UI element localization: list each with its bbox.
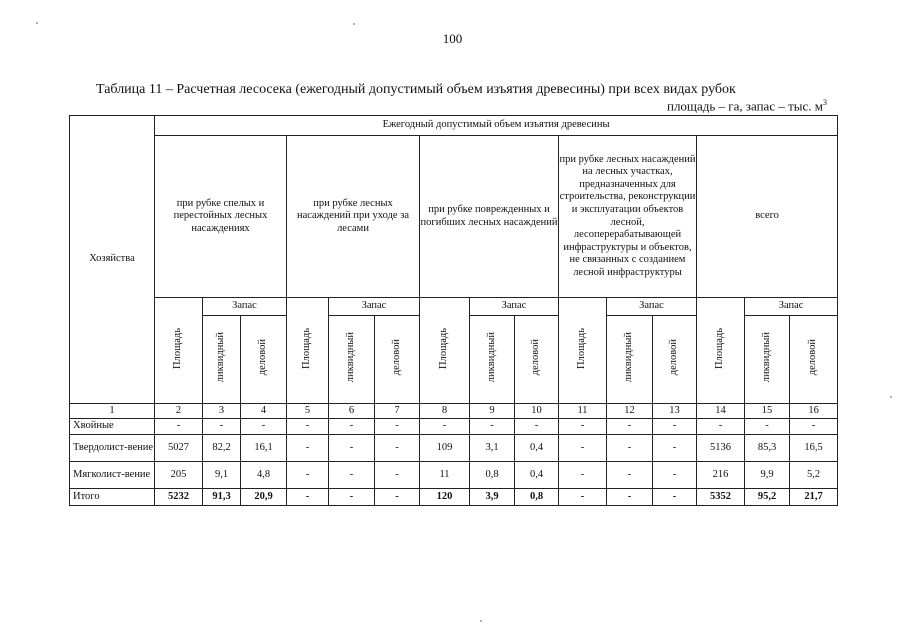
business-label: деловой [390, 339, 402, 376]
stock-header-cell: Запас [470, 298, 559, 316]
value-cell: - [559, 462, 607, 489]
table-body [70, 419, 838, 506]
value-cell: - [515, 419, 559, 435]
area-label: Площадь [438, 327, 450, 369]
column-number: 15 [745, 404, 790, 419]
value-cell: - [329, 489, 375, 506]
farm-header-cell: Хозяйства [70, 116, 155, 404]
business-header-cell [653, 316, 697, 404]
area-header-cell [559, 298, 607, 404]
business-header-cell [375, 316, 420, 404]
column-number: 6 [329, 404, 375, 419]
units-text: площадь – га, запас – тыс. м [666, 98, 823, 114]
liquid-header-cell [607, 316, 653, 404]
business-header-cell [241, 316, 287, 404]
value-cell: 120 [420, 489, 470, 506]
allowable-cut-table [69, 115, 838, 506]
area-header-cell [287, 298, 329, 404]
row-name-cell: Мягколист-вение [70, 462, 155, 489]
column-number: 14 [697, 404, 745, 419]
column-number: 3 [203, 404, 241, 419]
value-cell: - [607, 435, 653, 462]
value-cell: 5027 [155, 435, 203, 462]
row-name-cell: Хвойные [70, 419, 155, 435]
value-cell: 11 [420, 462, 470, 489]
value-cell: 9,9 [745, 462, 790, 489]
value-cell: - [697, 419, 745, 435]
category-header-construction: при рубке лесных насаждений на лесных участках, предназначенных для строительства, реконструкции и эксплуатации объектов лесной, лесоперерабатывающей инфраструктуры и объектов, не связанных с созданием лесной инфраструктуры [559, 136, 697, 298]
value-cell: 21,7 [790, 489, 838, 506]
value-cell: - [607, 419, 653, 435]
value-cell: 4,8 [241, 462, 287, 489]
value-cell: 5136 [697, 435, 745, 462]
business-header-cell [515, 316, 559, 404]
value-cell: - [287, 462, 329, 489]
value-cell: 16,5 [790, 435, 838, 462]
value-cell: - [375, 489, 420, 506]
column-number: 5 [287, 404, 329, 419]
table-caption: Таблица 11 – Расчетная лесосека (ежегодный допустимый объем изъятия древесины) при всех видах рубок [96, 82, 736, 97]
row-name-cell: Твердолист-вение [70, 435, 155, 462]
scan-speck [480, 620, 482, 622]
value-cell: 9,1 [203, 462, 241, 489]
value-cell: - [559, 419, 607, 435]
value-cell: - [203, 419, 241, 435]
column-number: 12 [607, 404, 653, 419]
table-row [70, 462, 838, 489]
column-number: 1 [70, 404, 155, 419]
value-cell: 0,4 [515, 435, 559, 462]
column-number: 11 [559, 404, 607, 419]
value-cell: - [653, 435, 697, 462]
value-cell: 5352 [697, 489, 745, 506]
value-cell: 0,8 [515, 489, 559, 506]
table-row [70, 489, 838, 506]
scan-speck [36, 22, 38, 24]
value-cell: - [470, 419, 515, 435]
value-cell: 95,2 [745, 489, 790, 506]
value-cell: - [375, 435, 420, 462]
area-label: Площадь [172, 327, 184, 369]
row-name-cell: Итого [70, 489, 155, 506]
liquid-header-cell [203, 316, 241, 404]
value-cell: 3,1 [470, 435, 515, 462]
value-cell: 5,2 [790, 462, 838, 489]
column-number: 10 [515, 404, 559, 419]
liquid-label: ликвидный [215, 332, 227, 383]
area-label: Площадь [714, 327, 726, 369]
value-cell: - [329, 419, 375, 435]
value-cell: - [607, 462, 653, 489]
value-cell: 205 [155, 462, 203, 489]
value-cell: - [329, 435, 375, 462]
value-cell: - [375, 419, 420, 435]
liquid-header-cell [329, 316, 375, 404]
column-number: 4 [241, 404, 287, 419]
liquid-label: ликвидный [345, 332, 357, 383]
value-cell: 216 [697, 462, 745, 489]
stock-header-cell: Запас [745, 298, 838, 316]
area-label: Площадь [301, 327, 313, 369]
value-cell: - [329, 462, 375, 489]
value-cell: - [241, 419, 287, 435]
value-cell: - [559, 489, 607, 506]
value-cell: - [745, 419, 790, 435]
value-cell: - [287, 419, 329, 435]
column-number: 16 [790, 404, 838, 419]
value-cell: - [559, 435, 607, 462]
value-cell: - [287, 435, 329, 462]
units-superscript: 3 [823, 98, 827, 107]
liquid-header-cell [470, 316, 515, 404]
value-cell: - [607, 489, 653, 506]
scan-speck [890, 396, 892, 398]
value-cell: 20,9 [241, 489, 287, 506]
value-cell: 0,4 [515, 462, 559, 489]
column-number: 13 [653, 404, 697, 419]
liquid-label: ликвидный [623, 332, 635, 383]
area-header-cell [420, 298, 470, 404]
value-cell: 91,3 [203, 489, 241, 506]
business-header-cell [790, 316, 838, 404]
area-label: Площадь [576, 327, 588, 369]
value-cell: - [420, 419, 470, 435]
business-label: деловой [530, 339, 542, 376]
value-cell: 0,8 [470, 462, 515, 489]
value-cell: - [790, 419, 838, 435]
column-number: 9 [470, 404, 515, 419]
column-number: 7 [375, 404, 420, 419]
category-header-thinning: при рубке лесных насаждений при уходе за лесами [287, 136, 420, 298]
value-cell: - [653, 419, 697, 435]
value-cell: 109 [420, 435, 470, 462]
stock-header-cell: Запас [607, 298, 697, 316]
value-cell: - [287, 489, 329, 506]
business-label: деловой [668, 339, 680, 376]
value-cell: 3,9 [470, 489, 515, 506]
group-header-cell: Ежегодный допустимый объем изъятия древесины [155, 116, 838, 136]
value-cell: 85,3 [745, 435, 790, 462]
area-header-cell [155, 298, 203, 404]
scan-speck [353, 23, 355, 25]
column-number: 8 [420, 404, 470, 419]
liquid-label: ликвидный [760, 332, 772, 383]
page-number: 100 [442, 31, 463, 46]
table-row [70, 419, 838, 435]
business-label: деловой [257, 339, 269, 376]
value-cell: - [653, 489, 697, 506]
column-number: 2 [155, 404, 203, 419]
liquid-label: ликвидный [485, 332, 497, 383]
category-header-mature: при рубке спелых и перестойных лесных насаждениях [155, 136, 287, 298]
business-label: деловой [807, 339, 819, 376]
category-header-total: всего [697, 136, 838, 298]
stock-header-cell: Запас [203, 298, 287, 316]
value-cell: - [375, 462, 420, 489]
category-header-damaged: при рубке поврежденных и погибших лесных насаждений [420, 136, 559, 298]
value-cell: 5232 [155, 489, 203, 506]
value-cell: - [155, 419, 203, 435]
units-note [667, 98, 827, 114]
table-row [70, 435, 838, 462]
stock-header-cell: Запас [329, 298, 420, 316]
liquid-header-cell [745, 316, 790, 404]
value-cell: - [653, 462, 697, 489]
area-header-cell [697, 298, 745, 404]
value-cell: 16,1 [241, 435, 287, 462]
value-cell: 82,2 [203, 435, 241, 462]
